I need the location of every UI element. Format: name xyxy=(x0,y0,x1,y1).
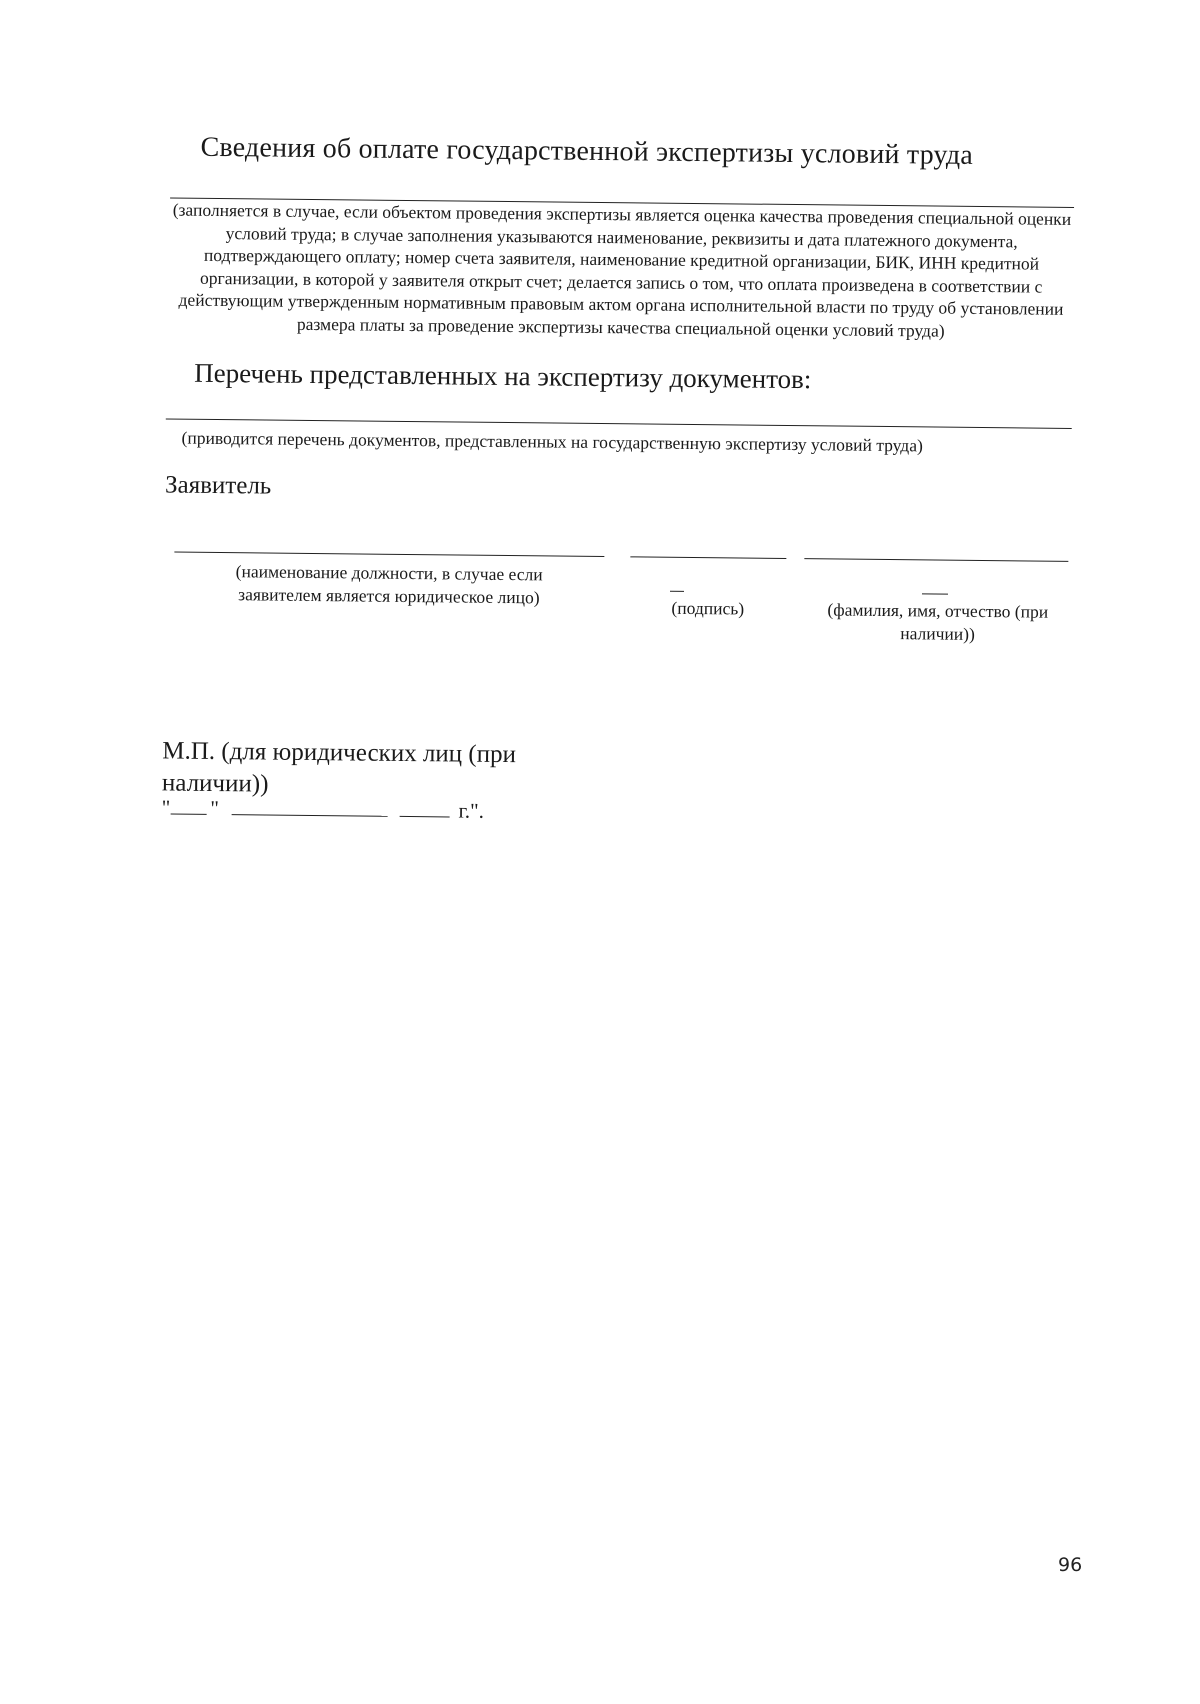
signature-caption: (подпись) xyxy=(671,597,745,619)
page-number: 96 xyxy=(1058,1554,1083,1576)
date-line xyxy=(162,795,484,823)
signature-line xyxy=(630,556,786,559)
applicant-label: Заявитель xyxy=(164,471,272,500)
signature-dash-mark xyxy=(670,591,684,592)
day-blank xyxy=(170,796,206,815)
date-open-quote: " xyxy=(161,795,171,820)
documents-heading: Перечень представленных на экспертизу документов: xyxy=(194,357,812,395)
position-line xyxy=(174,552,604,558)
name-caption: (фамилия, имя, отчество (при наличии)) xyxy=(827,599,1049,644)
payment-info-caption: (заполняется в случае, если объектом проведения экспертизы является оценка качества проведения специальной оценки условий труда; в случае заполнения указываются наименование, реквизиты и дата платежного документа, подтверждающего оплату; номер счета заявителя, наименование кредитной организации, БИК, ИНН кредитной организации, в которой у заявителя открыт счет; делается запись о том, что оплата произведена в соответствии с действующим утвержденным нормативным правовым актом органа исполнительной власти по труду об установлении размера платы за проведение экспертизы качества специальной оценки условий труда) xyxy=(172,199,1072,341)
name-line xyxy=(804,558,1068,562)
name-dash-mark xyxy=(922,593,948,594)
page-title: Сведения об оплате государственной экспертизы условий труда xyxy=(200,131,974,171)
position-caption: (наименование должности, в случае если заявителем является юридическое лицо) xyxy=(235,561,543,608)
stamp-label: М.П. (для юридических лиц (при наличии)) xyxy=(161,737,517,798)
date-close-quote: " xyxy=(210,795,219,821)
year-blank xyxy=(399,798,449,818)
documents-list-line xyxy=(166,418,1072,428)
month-blank xyxy=(232,796,388,817)
year-suffix: г.". xyxy=(458,798,485,823)
documents-list-caption: (приводится перечень документов, представленных на государственную экспертизу условий труда) xyxy=(181,427,923,456)
